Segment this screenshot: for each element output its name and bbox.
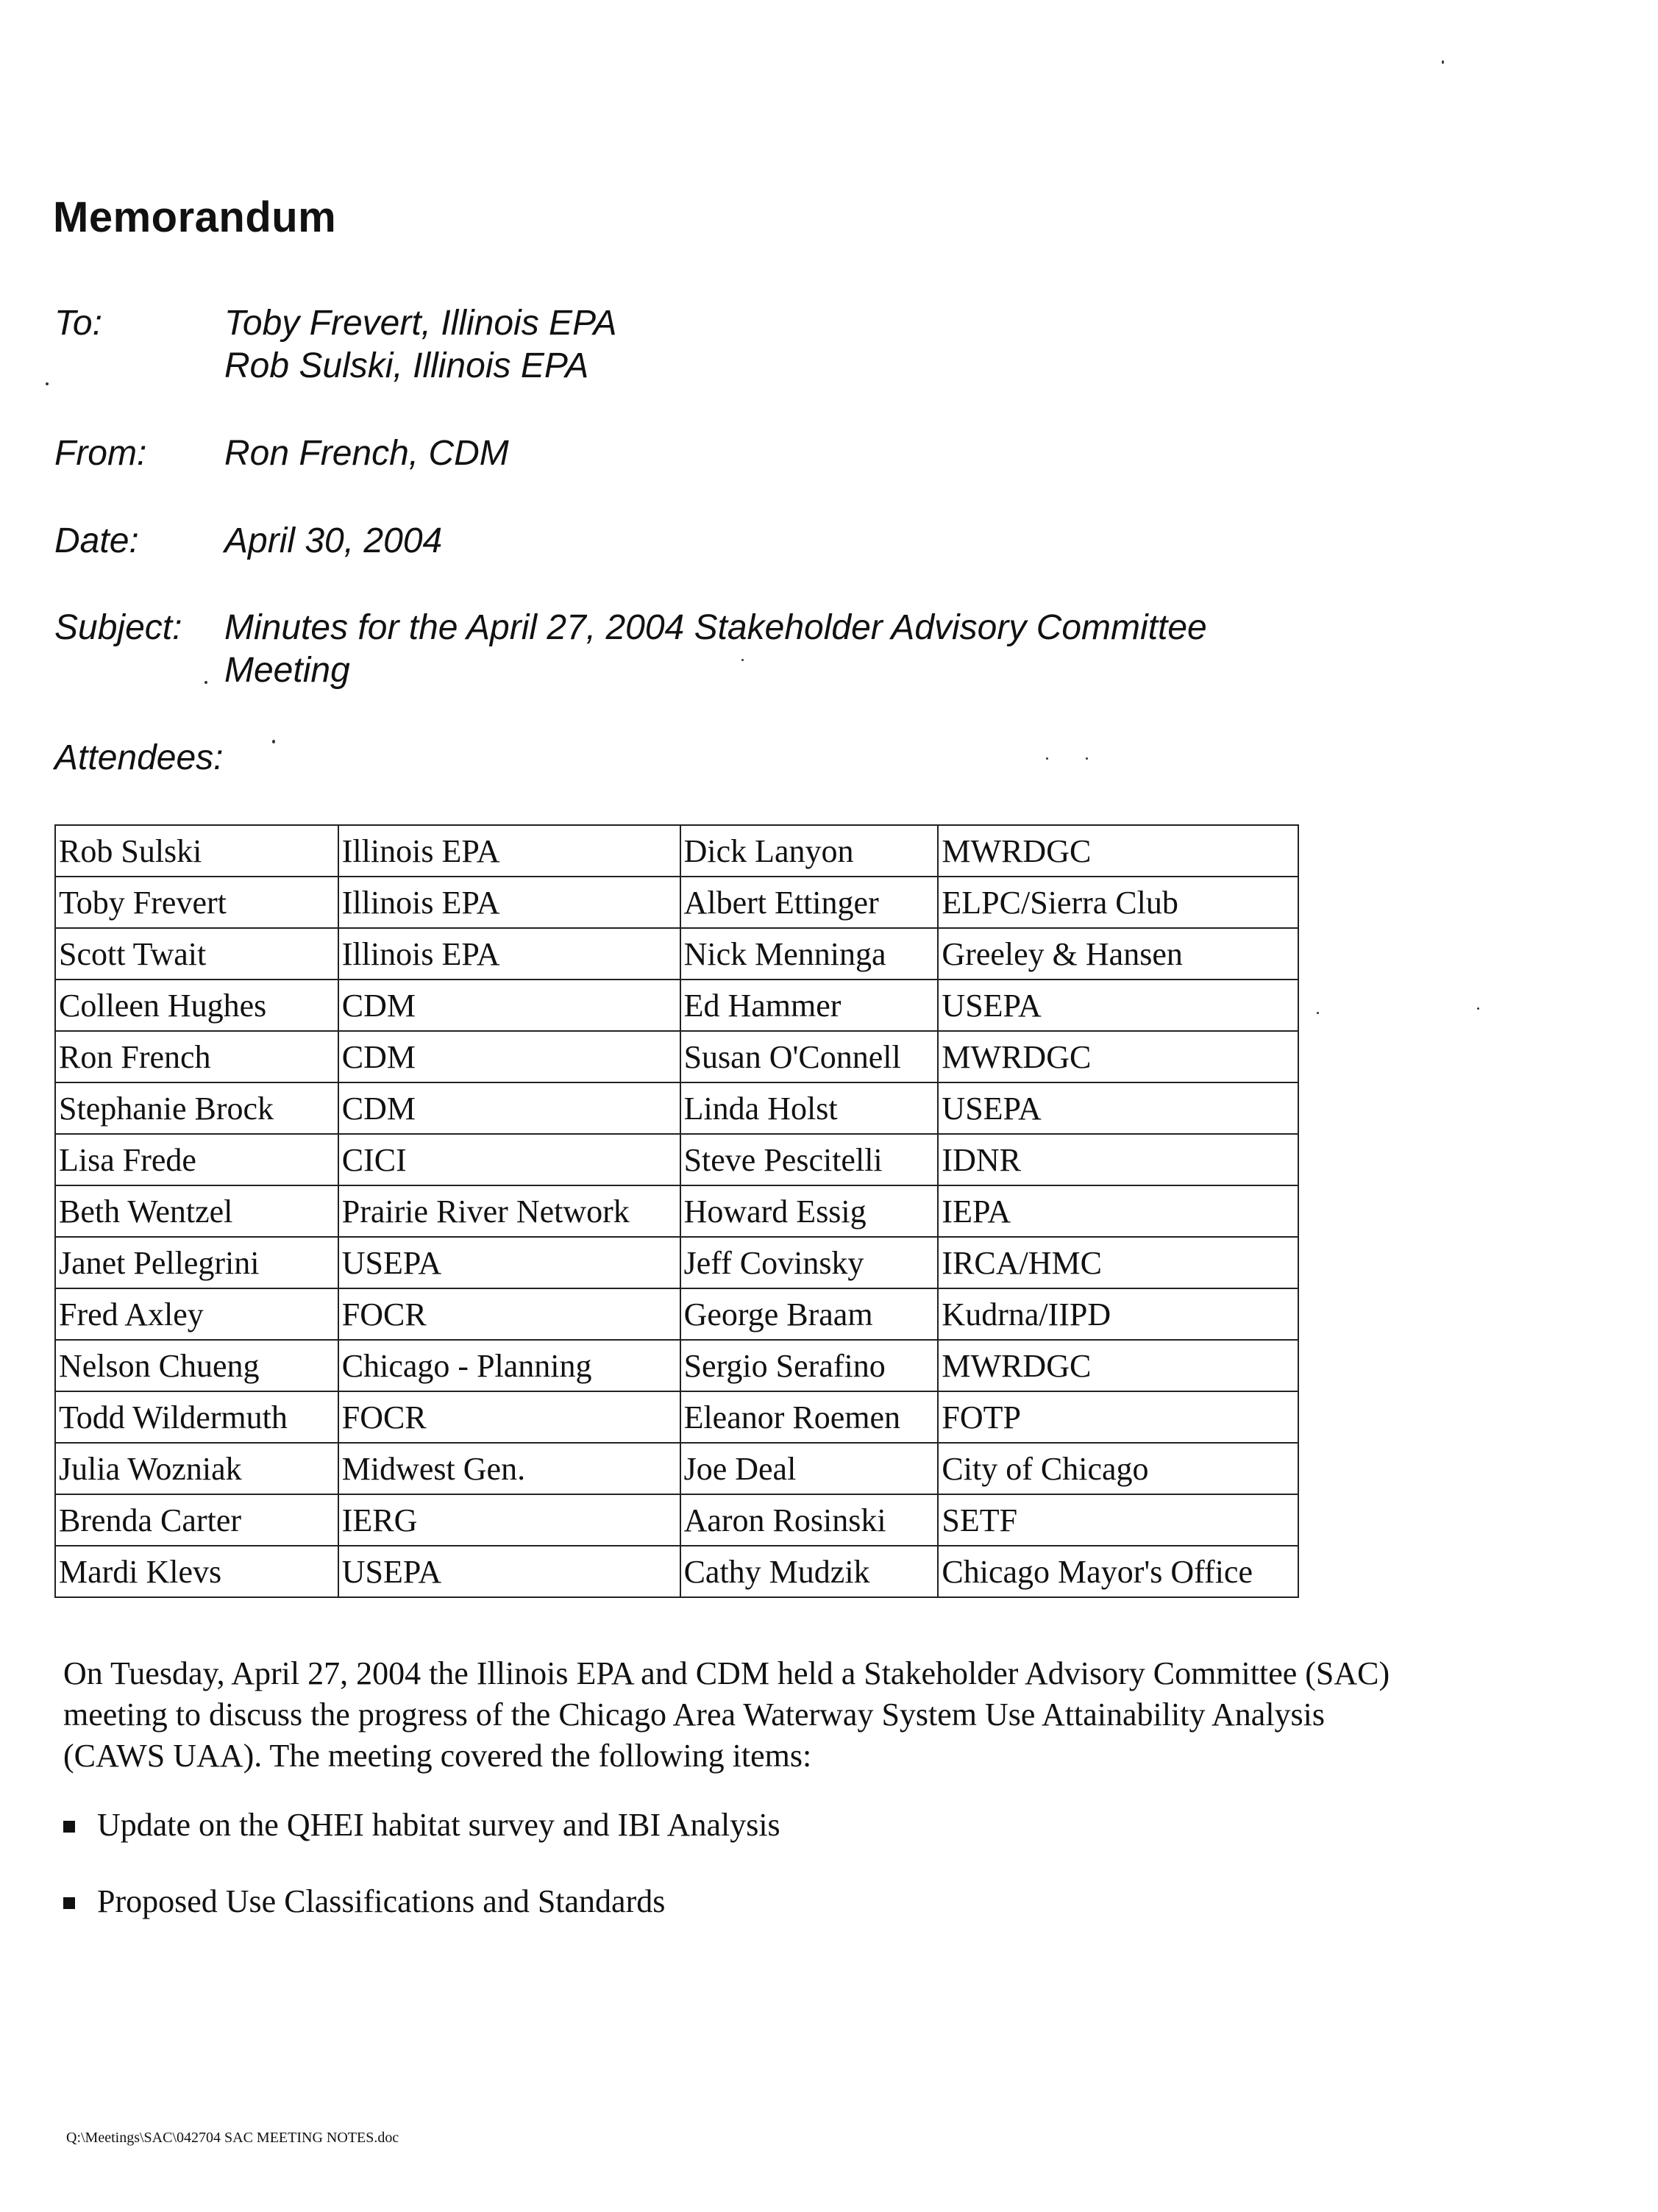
attendee-name: Fred Axley: [55, 1288, 338, 1340]
attendee-organization: Chicago Mayor's Office: [938, 1546, 1298, 1597]
list-item: [63, 1881, 665, 1922]
scan-speck: [46, 382, 49, 385]
attendees-table: [54, 824, 1299, 1598]
attendee-organization: Kudrna/IIPD: [938, 1288, 1298, 1340]
table-row: [55, 1340, 1298, 1391]
attendee-name: Jeff Covinsky: [680, 1237, 939, 1288]
attendee-name: Brenda Carter: [55, 1494, 338, 1546]
bullet-square-icon: [63, 1897, 75, 1909]
table-row: [55, 1443, 1298, 1494]
attendee-organization: CDM: [338, 980, 680, 1031]
list-item-text: Proposed Use Classifications and Standards: [97, 1883, 666, 1919]
attendee-organization: Greeley & Hansen: [938, 928, 1298, 980]
attendee-name: Rob Sulski: [55, 825, 338, 877]
attendee-organization: CICI: [338, 1134, 680, 1185]
table-row: [55, 1185, 1298, 1237]
date-value: April 30, 2004: [224, 521, 443, 560]
to-label: To:: [54, 304, 102, 343]
attendee-organization: IERG: [338, 1494, 680, 1546]
attendee-organization: Midwest Gen.: [338, 1443, 680, 1494]
table-row: [55, 980, 1298, 1031]
attendee-name: Dick Lanyon: [680, 825, 939, 877]
attendee-name: Mardi Klevs: [55, 1546, 338, 1597]
table-row: [55, 1288, 1298, 1340]
attendee-organization: Illinois EPA: [338, 877, 680, 928]
attendee-name: Eleanor Roemen: [680, 1391, 939, 1443]
date-label: Date:: [54, 521, 139, 560]
attendee-name: Ron French: [55, 1031, 338, 1082]
table-row: [55, 1082, 1298, 1134]
attendee-name: Nelson Chueng: [55, 1340, 338, 1391]
attendee-name: Janet Pellegrini: [55, 1237, 338, 1288]
attendee-organization: FOCR: [338, 1288, 680, 1340]
attendee-organization: MWRDGC: [938, 1031, 1298, 1082]
table-row: [55, 1134, 1298, 1185]
table-row: [55, 1546, 1298, 1597]
attendee-name: George Braam: [680, 1288, 939, 1340]
attendee-organization: Illinois EPA: [338, 825, 680, 877]
table-row: [55, 1391, 1298, 1443]
attendee-name: Julia Wozniak: [55, 1443, 338, 1494]
attendee-organization: USEPA: [938, 980, 1298, 1031]
table-row: [55, 825, 1298, 877]
attendee-name: Todd Wildermuth: [55, 1391, 338, 1443]
attendee-name: Steve Pescitelli: [680, 1134, 939, 1185]
subject-line-2: Meeting: [224, 651, 350, 690]
attendee-name: Albert Ettinger: [680, 877, 939, 928]
attendee-organization: CDM: [338, 1031, 680, 1082]
attendee-name: Colleen Hughes: [55, 980, 338, 1031]
attendee-name: Linda Holst: [680, 1082, 939, 1134]
attendee-name: Nick Menninga: [680, 928, 939, 980]
attendee-name: Sergio Serafino: [680, 1340, 939, 1391]
attendee-name: Aaron Rosinski: [680, 1494, 939, 1546]
memo-title: Memorandum: [53, 193, 337, 241]
scan-speck: [1477, 1007, 1479, 1010]
subject-label: Subject:: [54, 608, 182, 647]
file-path-footer: Q:\Meetings\SAC\042704 SAC MEETING NOTES.doc: [66, 2130, 399, 2146]
attendee-name: Beth Wentzel: [55, 1185, 338, 1237]
table-row: [55, 1494, 1298, 1546]
attendee-organization: USEPA: [938, 1082, 1298, 1134]
attendee-organization: Prairie River Network: [338, 1185, 680, 1237]
attendee-organization: SETF: [938, 1494, 1298, 1546]
attendee-organization: IEPA: [938, 1185, 1298, 1237]
table-row: [55, 928, 1298, 980]
attendee-name: Ed Hammer: [680, 980, 939, 1031]
attendees-table-body: [55, 825, 1298, 1597]
attendee-name: Toby Frevert: [55, 877, 338, 928]
attendee-name: Susan O'Connell: [680, 1031, 939, 1082]
scan-speck: [204, 681, 207, 684]
attendee-organization: IRCA/HMC: [938, 1237, 1298, 1288]
attendee-name: Joe Deal: [680, 1443, 939, 1494]
attendee-organization: Chicago - Planning: [338, 1340, 680, 1391]
intro-paragraph: On Tuesday, April 27, 2004 the Illinois EPA and CDM held a Stakeholder Advisory Committee (SAC) meeting to discuss the progress of the Chicago Area Waterway System Use Attainability Analysis (CAWS UAA). The meeting covered the following items:: [63, 1655, 1390, 1774]
subject-line-1: Minutes for the April 27, 2004 Stakeholder Advisory Committee: [224, 608, 1207, 647]
from-value: Ron French, CDM: [224, 434, 509, 473]
attendee-organization: City of Chicago: [938, 1443, 1298, 1494]
from-label: From:: [54, 434, 147, 473]
table-row: [55, 1237, 1298, 1288]
table-row: [55, 877, 1298, 928]
attendee-organization: USEPA: [338, 1237, 680, 1288]
attendee-name: Scott Twait: [55, 928, 338, 980]
attendee-organization: MWRDGC: [938, 825, 1298, 877]
attendee-name: Stephanie Brock: [55, 1082, 338, 1134]
scan-speck: [741, 659, 744, 661]
to-recipient-2: Rob Sulski, Illinois EPA: [224, 346, 589, 385]
attendee-organization: CDM: [338, 1082, 680, 1134]
to-recipient-1: Toby Frevert, Illinois EPA: [224, 304, 617, 343]
attendee-name: Howard Essig: [680, 1185, 939, 1237]
scan-speck: [1046, 757, 1048, 760]
attendee-organization: FOCR: [338, 1391, 680, 1443]
list-item: [63, 1805, 780, 1846]
attendee-organization: USEPA: [338, 1546, 680, 1597]
attendee-organization: ELPC/Sierra Club: [938, 877, 1298, 928]
attendee-organization: Illinois EPA: [338, 928, 680, 980]
attendee-organization: IDNR: [938, 1134, 1298, 1185]
table-row: [55, 1031, 1298, 1082]
bullet-square-icon: [63, 1821, 75, 1833]
scan-speck: [1317, 1012, 1319, 1014]
list-item-text: Update on the QHEI habitat survey and IBI Analysis: [97, 1807, 780, 1843]
scan-speck: [1086, 757, 1088, 760]
attendee-name: Lisa Frede: [55, 1134, 338, 1185]
attendee-name: Cathy Mudzik: [680, 1546, 939, 1597]
scan-speck: [272, 740, 275, 743]
attendee-organization: MWRDGC: [938, 1340, 1298, 1391]
scan-speck: [1442, 60, 1444, 64]
attendees-label: Attendees:: [54, 738, 224, 777]
attendee-organization: FOTP: [938, 1391, 1298, 1443]
